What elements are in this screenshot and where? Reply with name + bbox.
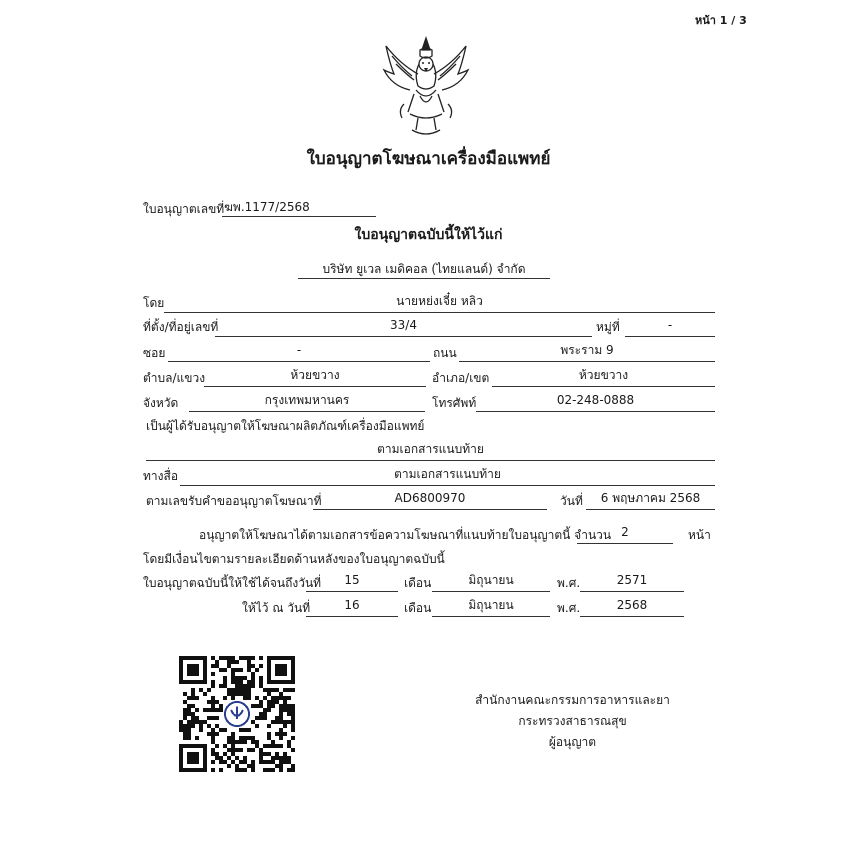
house-no-value: 33/4	[390, 318, 417, 332]
issued-on-month: มิถุนายน	[468, 598, 514, 612]
request-date-label: วันที่	[560, 494, 583, 508]
conditions-text: โดยมีเงื่อนไขตามรายละเอียดด้านหลังของใบอนุญาตฉบับนี้	[143, 552, 445, 566]
product-label: เป็นผู้ได้รับอนุญาตให้โฆษณาผลิตภัณฑ์เครื่องมือแพทย์	[146, 419, 425, 433]
approval-unit: หน้า	[688, 528, 711, 542]
garuda-emblem-icon	[380, 34, 472, 138]
phone-label: โทรศัพท์	[432, 396, 477, 410]
phone-value: 02-248-0888	[556, 393, 635, 407]
issued-on-label: ให้ไว้ ณ วันที่	[242, 601, 311, 615]
soi-value: -	[296, 343, 302, 357]
district-label: อำเภอ/เขต	[432, 371, 490, 385]
valid-until-month-label: เดือน	[404, 576, 432, 590]
valid-until-year: 2571	[616, 573, 648, 587]
house-no-label: ที่ตั้ง/ที่อยู่เลขที่	[143, 320, 219, 334]
media-value: ตามเอกสารแนบท้าย	[394, 467, 501, 481]
by-value: นายหย่งเจี๋ย หลิว	[396, 294, 483, 308]
approval-text: อนุญาตให้โฆษณาได้ตามเอกสารข้อความโฆษณาที่แนบท้ายใบอนุญาตนี้ จำนวน	[199, 528, 612, 542]
province-value: กรุงเทพมหานคร	[264, 393, 350, 407]
signature-ministry: กระทรวงสาธารณสุข	[518, 714, 627, 728]
issued-to-heading: ใบอนุญาตฉบับนี้ให้ไว้แก่	[354, 227, 503, 243]
moo-value: -	[667, 318, 673, 332]
request-label: ตามเลขรับคำขออนุญาตโฆษณาที่	[146, 494, 322, 508]
signature-role: ผู้อนุญาต	[548, 735, 597, 749]
approval-count-value: 2	[621, 525, 629, 539]
product-value: ตามเอกสารแนบท้าย	[377, 442, 484, 456]
license-number-value: ฆพ.1177/2568	[224, 200, 310, 214]
road-label: ถนน	[433, 346, 457, 360]
soi-label: ซอย	[143, 346, 166, 360]
request-value: AD6800970	[394, 491, 466, 505]
subdistrict-label: ตำบล/แขวง	[143, 371, 206, 385]
issued-on-month-label: เดือน	[404, 601, 432, 615]
valid-until-year-label: พ.ศ.	[557, 576, 581, 590]
company-name: บริษัท ยูเวล เมดิคอล (ไทยแลนด์) จำกัด	[322, 262, 526, 276]
road-value: พระราม 9	[560, 343, 614, 357]
district-value: ห้วยขวาง	[578, 368, 629, 382]
request-date-value: 6 พฤษภาคม 2568	[600, 491, 701, 505]
issued-on-year-label: พ.ศ.	[557, 601, 581, 615]
page-indicator: หน้า 1 / 3	[695, 14, 747, 27]
province-label: จังหวัด	[143, 396, 179, 410]
qr-code-icon	[179, 656, 295, 772]
document-title: ใบอนุญาตโฆษณาเครื่องมือแพทย์	[306, 149, 551, 169]
by-label: โดย	[143, 296, 165, 310]
moo-label: หมู่ที่	[596, 320, 620, 334]
signature-office: สำนักงานคณะกรรมการอาหารและยา	[475, 693, 670, 707]
subdistrict-value: ห้วยขวาง	[290, 368, 340, 382]
media-label: ทางสื่อ	[143, 469, 179, 483]
valid-until-label: ใบอนุญาตฉบับนี้ให้ใช้ได้จนถึงวันที่	[143, 576, 322, 590]
issued-on-day: 16	[344, 598, 360, 612]
issued-on-year: 2568	[616, 598, 648, 612]
valid-until-day: 15	[344, 573, 360, 587]
license-number-label: ใบอนุญาตเลขที่	[143, 202, 225, 216]
valid-until-month: มิถุนายน	[468, 573, 514, 587]
